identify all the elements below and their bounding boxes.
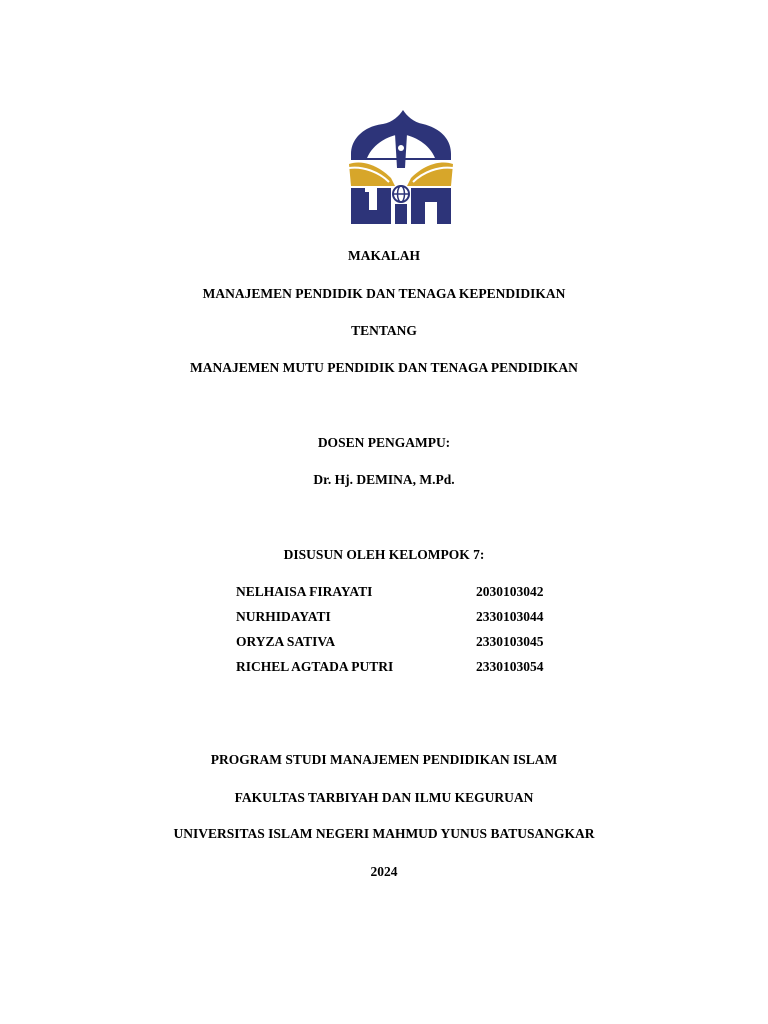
member-nim: 2330103045 [476,634,544,649]
topic-title: MANAJEMEN MUTU PENDIDIK DAN TENAGA PENDIDIKAN [190,360,578,375]
member-row [236,609,576,627]
member-name: ORYZA SATIVA [236,634,336,649]
lecturer-label: DOSEN PENGAMPU: [317,435,451,450]
member-nim: 2030103042 [476,584,544,599]
member-name: NELHAISA FIRAYATI [236,584,373,599]
member-row [236,634,576,652]
uin-logo-icon [343,108,457,226]
year: 2024 [370,864,398,879]
member-row [236,659,576,677]
university-name: UNIVERSITAS ISLAM NEGERI MAHMUD YUNUS BATUSANGKAR [173,826,595,841]
member-row [236,584,576,602]
course-title: MANAJEMEN PENDIDIK DAN TENAGA KEPENDIDIKAN [202,286,566,301]
faculty-name: FAKULTAS TARBIYAH DAN ILMU KEGURUAN [234,790,534,805]
about-label: TENTANG [351,323,417,338]
member-name: RICHEL AGTADA PUTRI [236,659,394,674]
member-nim: 2330103044 [476,609,544,624]
member-name: NURHIDAYATI [236,609,331,624]
member-nim: 2330103054 [476,659,544,674]
document-type: MAKALAH [348,248,420,263]
group-label: DISUSUN OLEH KELOMPOK 7: [283,547,485,562]
lecturer-name: Dr. Hj. DEMINA, M.Pd. [313,472,455,487]
study-program: PROGRAM STUDI MANAJEMEN PENDIDIKAN ISLAM [210,752,558,767]
